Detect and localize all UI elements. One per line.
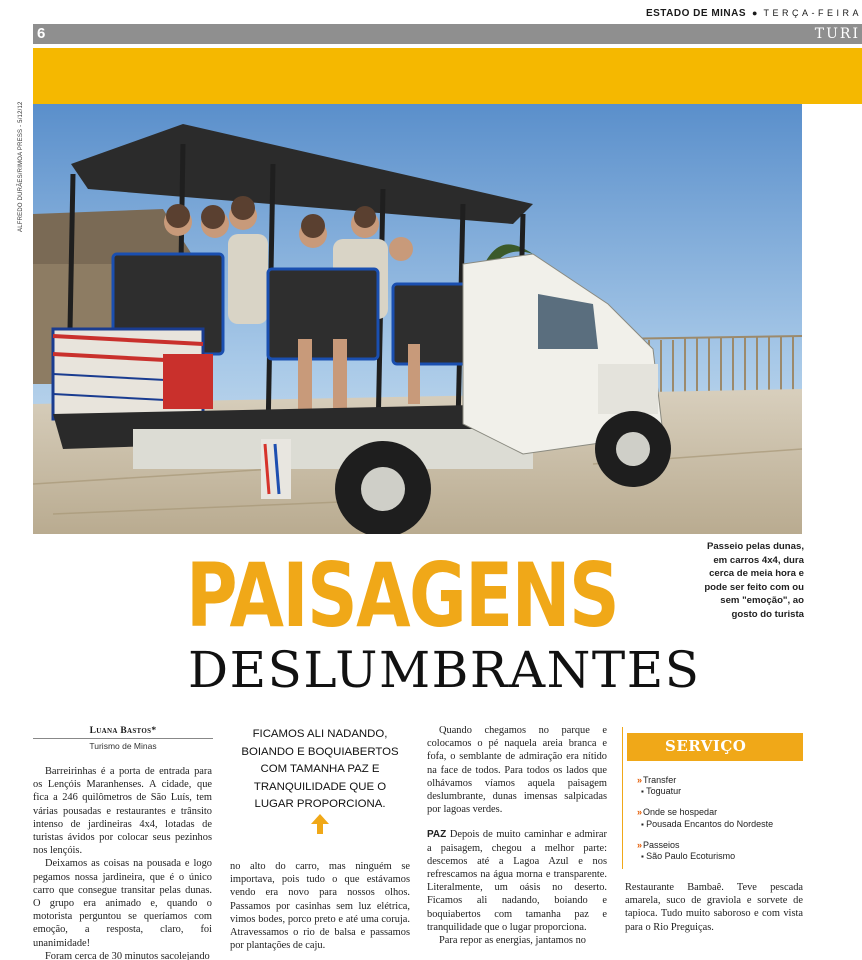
photo-caption: Passeio pelas dunas, em carros 4x4, dura cerca de meia hora e pode ser feito com ou sem "emoção", ao gosto do turista xyxy=(704,541,804,620)
article-column-4 xyxy=(625,881,803,934)
author-organization: Turismo de Minas xyxy=(89,741,157,751)
service-item xyxy=(637,840,803,862)
jeep-dunes-photo xyxy=(33,104,802,534)
service-item-value: ▪ Toguatur xyxy=(637,786,803,797)
separator-dot-icon: ● xyxy=(752,8,758,18)
article-paragraph: PAZ Depois de muito caminhar e admirar a paisagem, chegou a melhor parte: descemos até a Lagoa Azul e nos refrescamos na água morna e transparente. Literalmente, um oásis no deserto. Ficamos ali nadando, boiando e boquiabertos com tamanha paz e tranquilidade que o lugar proporciona. xyxy=(427,829,607,933)
service-item-title: » Transfer xyxy=(637,775,803,786)
article-paragraph: Restaurante Bambaê. Teve pescada amarela, suco de graviola e sorvete de tapioca. Tudo muito saboroso e com vista para o Rio Preguiças. xyxy=(625,882,803,933)
section-bar xyxy=(33,24,862,44)
service-item-title: » Passeios xyxy=(637,840,803,851)
article-paragraph: Quando chegamos no parque e colocamos o pé naquela areia branca e fofa, o semblante de admiração era nítido na face de todos. Para todos os lados que olhávamos víamos aquela paisagem deslumbrante, dunas imensas salpicadas por lagoas verdes. xyxy=(427,725,607,816)
article-paragraph: Para repor as energias, jantamos no xyxy=(439,935,586,947)
service-item xyxy=(637,807,803,829)
article-paragraph: Foram cerca de 30 minutos sacolejando xyxy=(45,950,210,960)
photo-credit: ALFREDO DURÃES/RIMOA PRESS - 5/12/12 xyxy=(18,101,24,232)
article-paragraph: Deixamos as coisas na pousada e logo pegamos nossa jardineira, que é o único carro que consegue transitar pelas dunas. O grupo era animado e, quando o motorista perguntou se queríamos com emoção, a resposta, claro, foi unanimidade! xyxy=(33,858,212,949)
subheading-lead: PAZ xyxy=(427,829,447,841)
author-name: Luana Bastos* xyxy=(89,726,157,736)
headline-subtitle: DESLUMBRANTES xyxy=(188,641,701,699)
arrow-up-icon xyxy=(309,812,331,836)
service-item xyxy=(637,775,803,797)
service-header xyxy=(627,733,803,761)
headline-main: PAISAGENS xyxy=(186,544,619,647)
byline xyxy=(33,726,213,751)
service-item-value: ▪ Pousada Encantos do Nordeste xyxy=(637,819,803,830)
section-color-band xyxy=(33,48,862,104)
service-list xyxy=(637,775,803,872)
article-column-2 xyxy=(230,860,410,952)
byline-divider xyxy=(33,738,213,739)
masthead xyxy=(646,6,862,20)
article-paragraph: no alto do carro, mas ninguém se importava, pois tudo o que estávamos vendo era novo para nossos olhos. Passamos por casinhas sem luz elétrica, vimos bodes, porco preto e até uma coruja. Atravessamos o rio de balsa e passamos por plantações de caju. xyxy=(230,861,410,952)
service-item-value: ▪ São Paulo Ecoturismo xyxy=(637,851,803,862)
service-title: SERVIÇO xyxy=(665,737,747,755)
newspaper-name: ESTADO DE MINAS xyxy=(645,7,747,19)
article-paragraph: Barreirinhas é a porta de entrada para os Lençóis Maranhenses. A cidade, que fica a 246 quilômetros de São Luís, tem várias pousadas e restaurantes e trânsito intenso de jardineiras 4x4, lotadas de turistas ávidos por colocar seus pezinhos nos lençóis. xyxy=(33,766,212,857)
article-column-3 xyxy=(427,724,607,947)
page-number: 6 xyxy=(37,25,46,42)
section-name: TURI xyxy=(814,26,860,42)
weekday: TERÇA-FEIRA xyxy=(763,8,862,18)
service-box xyxy=(622,727,803,869)
pull-quote: FICAMOS ALI NADANDO, BOIANDO E BOQUIABERTOS COM TAMANHA PAZ E TRANQUILIDADE QUE O LUGAR PROPORCIONA. xyxy=(241,728,399,811)
article-column-1 xyxy=(33,765,212,960)
service-item-title: » Onde se hospedar xyxy=(637,807,803,818)
